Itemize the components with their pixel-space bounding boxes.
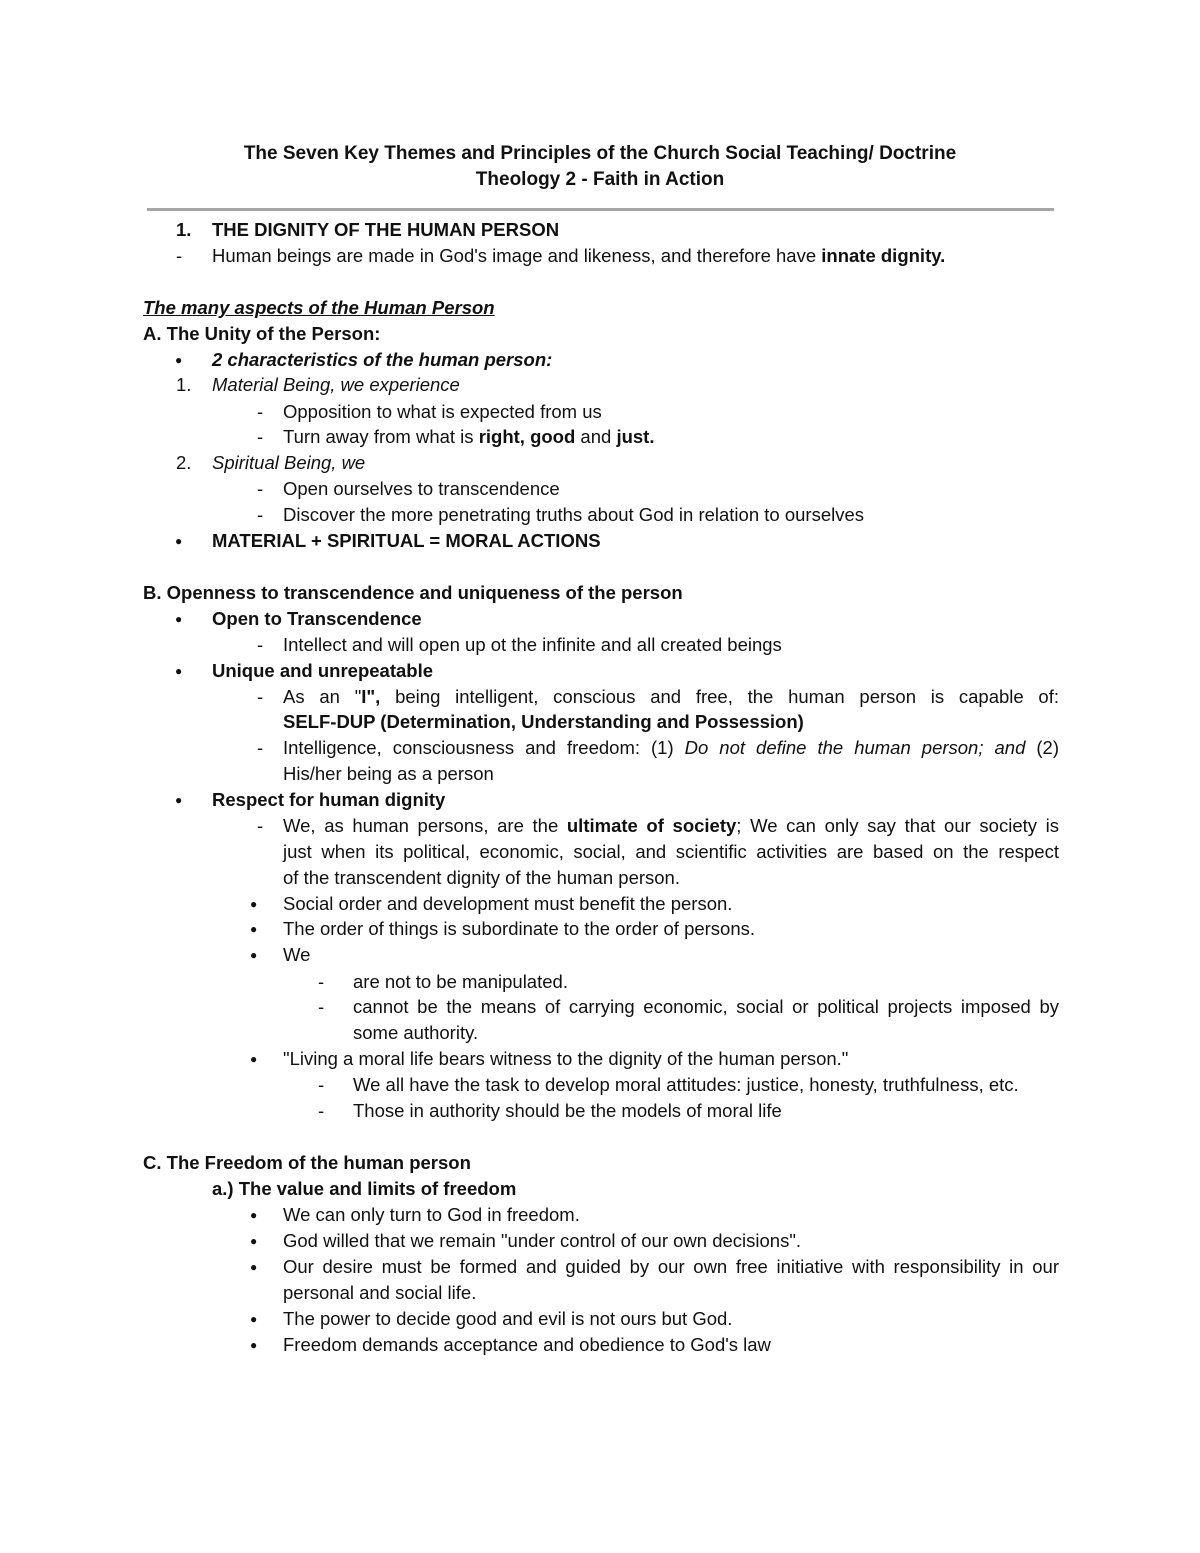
respect-item-line-2: just when its political, economic, social, and scientific activities are based on the respect (283, 841, 1059, 862)
social-order-item: Social order and development must benefit the person. (283, 893, 733, 914)
bullet-marker: ● (250, 1312, 258, 1326)
freedom-item-1: We can only turn to God in freedom. (283, 1204, 580, 1225)
we-sub-item-2-line-1: cannot be the means of carrying economic, social or political projects imposed by (353, 996, 1059, 1017)
respect-item-line-3: of the transcendent dignity of the human person. (283, 867, 680, 888)
bullet-marker: ● (250, 1260, 258, 1274)
bullet-marker: ● (250, 1052, 258, 1066)
bullet-marker: ● (250, 922, 258, 936)
section-a-heading: A. The Unity of the Person: (143, 323, 381, 344)
dash-marker: - (257, 634, 264, 655)
spiritual-item-1: Open ourselves to transcendence (283, 478, 560, 499)
document-subtitle: Theology 2 - Faith in Action (475, 169, 725, 190)
order-of-things-item: The order of things is subordinate to the order of persons. (283, 918, 756, 939)
material-item-2: Turn away from what is right, good and just. (283, 426, 655, 447)
we-sub-item-2-line-2: some authority. (353, 1022, 479, 1043)
respect-heading: Respect for human dignity (212, 789, 446, 810)
bullet-marker: ● (175, 353, 183, 367)
spiritual-item-2: Discover the more penetrating truths about God in relation to ourselves (283, 504, 865, 525)
aspects-heading: The many aspects of the Human Person (143, 297, 495, 318)
living-moral-life-quote: "Living a moral life bears witness to the dignity of the human person." (283, 1048, 849, 1069)
section-b-heading: B. Openness to transcendence and uniqueness of the person (143, 582, 683, 603)
bullet-marker: ● (175, 793, 183, 807)
freedom-item-4: The power to decide good and evil is not ours but God. (283, 1308, 733, 1329)
freedom-sub-heading: a.) The value and limits of freedom (212, 1178, 517, 1199)
dash-marker: - (257, 686, 264, 707)
dash-marker: - (257, 737, 264, 758)
bullet-marker: ● (250, 1208, 258, 1222)
unique-item-1-line-1: As an "I", being intelligent, conscious and free, the human person is capable of: (283, 686, 1060, 707)
dash-marker: - (176, 245, 183, 266)
dash-marker: - (318, 971, 325, 992)
we-item: We (283, 944, 311, 965)
bullet-marker: ● (175, 664, 183, 678)
dash-marker: - (318, 996, 325, 1017)
horizontal-rule (147, 208, 1054, 211)
freedom-item-3-line-2: personal and social life. (283, 1282, 477, 1303)
dash-marker: - (257, 478, 264, 499)
dash-marker: - (257, 401, 264, 422)
unique-heading: Unique and unrepeatable (212, 660, 434, 681)
section-1-description: Human beings are made in God's image and likeness, and therefore have innate dignity. (212, 245, 946, 266)
dash-marker: - (318, 1100, 325, 1121)
bullet-marker: ● (175, 612, 183, 626)
dash-marker: - (318, 1074, 325, 1095)
section-c-heading: C. The Freedom of the human person (143, 1152, 471, 1173)
dash-marker: - (257, 426, 264, 447)
number-marker: 1. (176, 374, 192, 395)
dash-marker: - (257, 815, 264, 836)
number-marker: 2. (176, 452, 192, 473)
freedom-item-3-line-1: Our desire must be formed and guided by our own free initiative with responsibility in our (283, 1256, 1059, 1277)
bullet-marker: ● (175, 534, 183, 548)
respect-item-line-1: We, as human persons, are the ultimate of society; We can only say that our society is (283, 815, 1059, 836)
living-sub-item-2: Those in authority should be the models of moral life (353, 1100, 782, 1121)
document-title: The Seven Key Themes and Principles of the Church Social Teaching/ Doctrine (243, 143, 957, 164)
unique-item-2-line-2: His/her being as a person (283, 763, 494, 784)
material-being-label: Material Being, we experience (212, 374, 460, 395)
we-sub-item-1: are not to be manipulated. (353, 971, 568, 992)
bullet-marker: ● (250, 1234, 258, 1248)
unique-item-2-line-1: Intelligence, consciousness and freedom: (1) Do not define the human person; and (2) (283, 737, 1060, 758)
living-sub-item-1: We all have the task to develop moral attitudes: justice, honesty, truthfulness, etc. (353, 1074, 1019, 1095)
material-item-1: Opposition to what is expected from us (283, 401, 602, 422)
characteristics-label: 2 characteristics of the human person: (212, 349, 553, 370)
freedom-item-2: God willed that we remain "under control of our own decisions". (283, 1230, 802, 1251)
dash-marker: - (257, 504, 264, 525)
open-transcendence-item: Intellect and will open up ot the infinite and all created beings (283, 634, 782, 655)
bullet-marker: ● (250, 1338, 258, 1352)
unique-item-1-line-2: SELF-DUP (Determination, Understanding and Possession) (283, 711, 804, 732)
freedom-item-5: Freedom demands acceptance and obedience to God's law (283, 1334, 771, 1355)
bullet-marker: ● (250, 948, 258, 962)
spiritual-being-label: Spiritual Being, we (212, 452, 366, 473)
moral-actions-formula: MATERIAL + SPIRITUAL = MORAL ACTIONS (212, 530, 601, 551)
bullet-marker: ● (250, 897, 258, 911)
open-transcendence-heading: Open to Transcendence (212, 608, 422, 629)
section-number: 1. (176, 219, 192, 240)
section-1-heading: THE DIGNITY OF THE HUMAN PERSON (212, 219, 560, 240)
